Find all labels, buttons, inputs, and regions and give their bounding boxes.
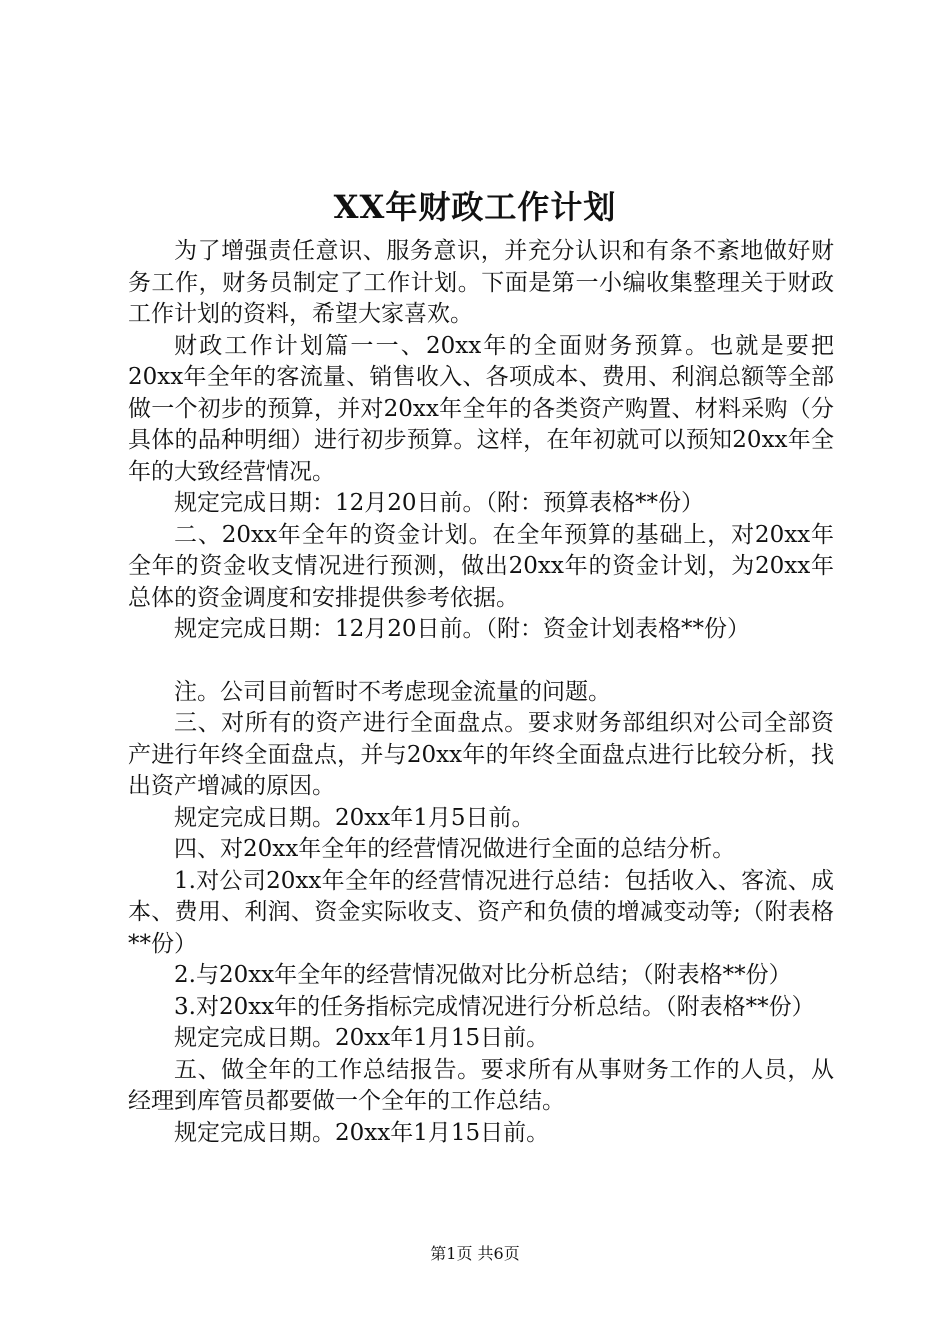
paragraph: 2.与20xx年全年的经营情况做对比分析总结；（附表格**份） — [174, 962, 792, 988]
paragraph: 规定完成日期：12月20日前。（附：预算表格**份） — [174, 490, 705, 516]
paragraph: 为了增强责任意识、服务意识，并充分认识和有条不紊地做好财务工作，财务员制定了工作计划。下面是第一小编收集整理关于财政工作计划的资料，希望大家喜欢。 — [128, 238, 834, 327]
paragraph: 规定完成日期：12月20日前。（附：资金计划表格**份） — [174, 616, 751, 642]
paragraph: 财政工作计划篇一一、20xx年的全面财务预算。也就是要把20xx年全年的客流量、销售收入、各项成本、费用、利润总额等全部做一个初步的预算，并对20xx年全年的各类资产购置、材料采购（分具体的品种明细）进行初步预算。这样，在年初就可以预知20xx年全年的大致经营情况。 — [128, 332, 834, 485]
paragraph: 五、做全年的工作总结报告。要求所有从事财务工作的人员，从经理到库管员都要做一个全年的工作总结。 — [128, 1056, 834, 1114]
paragraph: 二、20xx年全年的资金计划。在全年预算的基础上，对20xx年全年的资金收支情况进行预测，做出20xx年的资金计划，为20xx年总体的资金调度和安排提供参考依据。 — [128, 521, 834, 611]
paragraph: 三、对所有的资产进行全面盘点。要求财务部组织对公司全部资产进行年终全面盘点，并与20xx年的年终全面盘点进行比较分析，找出资产增减的原因。 — [128, 710, 834, 799]
paragraph: 3.对20xx年的任务指标完成情况进行分析总结。（附表格**份） — [174, 993, 815, 1020]
paragraph: 规定完成日期。20xx年1月15日前。 — [174, 1119, 550, 1146]
paragraph: 规定完成日期。20xx年1月15日前。 — [174, 1025, 550, 1051]
paragraph: 注。公司目前暂时不考虑现金流量的问题。 — [174, 678, 611, 705]
document-body — [128, 236, 834, 1149]
paragraph: 规定完成日期。20xx年1月5日前。 — [174, 804, 535, 831]
paragraph: 1.对公司20xx年全年的经营情况进行总结：包括收入、客流、成本、费用、利润、资金实际收支、资产和负债的增减变动等;（附表格**份） — [128, 867, 834, 957]
document-title: XX年财政工作计划 — [333, 188, 617, 226]
page-number-footer: 第1页 共6页 — [430, 1244, 520, 1263]
paragraph: 四、对20xx年全年的经营情况做进行全面的总结分析。 — [174, 836, 736, 862]
